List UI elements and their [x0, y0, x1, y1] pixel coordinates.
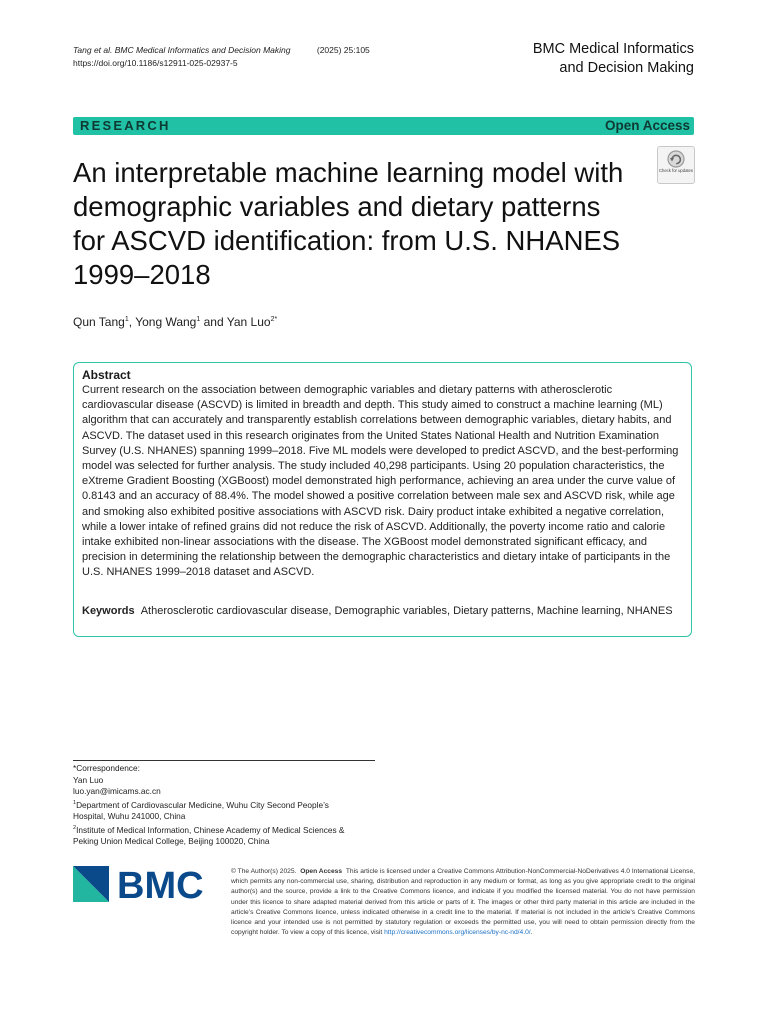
- affiliation-1-cont: Hospital, Wuhu 241000, China: [73, 811, 186, 822]
- keywords: [82, 604, 682, 619]
- license-notice: © The Author(s) 2025. Open Access This article is licensed under a Creative Commons Attribution-NonCommercial-NoDerivatives 4.0 International License, which permits any non-commercial use, sharing, distribution and reproduction in any medium or format, as long as you give appropriate credit to the original author(s) and the source, provide a link to the Creative Commons licence, and indicate if you modified the licensed material. You do not have permission under this licence to share adapted material derived from this article or parts of it. The images or other third party material in this article are included in the article’s Creative Commons licence, unless indicated otherwise in a credit line to the material. If material is not included in the article’s Creative Commons licence and your intended use is not permitted by statutory regulation or exceeds the permitted use, you will need to obtain permission directly from the copyright holder. To view a copy of this licence, visit http://creativecommons.org/licenses/by-nc-nd/4.0/.: [231, 868, 695, 937]
- author-separator: ,: [128, 315, 136, 329]
- doi-link[interactable]: https://doi.org/10.1186/s12911-025-02937-5: [73, 58, 238, 68]
- correspondence-name: Yan Luo: [73, 774, 104, 785]
- citation-header: [73, 44, 370, 70]
- author-affiliation-mark: 2*: [270, 316, 278, 323]
- check-updates-label: Check for updates: [659, 168, 693, 173]
- author-affiliation-mark: 1: [124, 316, 129, 323]
- author-affiliation-mark: 1: [196, 316, 201, 323]
- author-name[interactable]: Yong Wang: [135, 315, 197, 329]
- author-list: [73, 315, 277, 329]
- check-for-updates-button[interactable]: [657, 146, 695, 184]
- journal-name: [533, 40, 694, 78]
- author-name[interactable]: Yan Luo: [226, 315, 271, 329]
- check-updates-icon: [658, 148, 694, 170]
- citation-journal: Tang et al. BMC Medical Informatics and Decision Making: [73, 45, 291, 55]
- bmc-logo: [73, 866, 215, 902]
- keywords-list: Atherosclerotic cardiovascular disease, Demographic variables, Dietary patterns, Machine learning, NHANES: [140, 605, 673, 617]
- keywords-label: Keywords: [82, 605, 135, 617]
- correspondence-label: *Correspondence:: [73, 763, 140, 773]
- article-type-label: RESEARCH: [80, 118, 171, 133]
- abstract-heading: Abstract: [82, 368, 131, 382]
- author-name[interactable]: Qun Tang: [73, 315, 125, 329]
- correspondence-email[interactable]: luo.yan@imicams.ac.cn: [73, 786, 161, 797]
- license-link[interactable]: http://creativecommons.org/licenses/by-nc-nd/4.0/: [384, 929, 531, 937]
- open-access-label: Open Access: [604, 118, 690, 133]
- journal-name-line1: BMC Medical Informatics: [532, 41, 694, 57]
- correspondence-footnote: [73, 763, 344, 848]
- license-open-access: Open Access: [300, 868, 343, 875]
- affiliation-1: $^1$Department of Cardiovascular Medicine, Wuhu City Second People’s: [73, 799, 329, 810]
- author-separator: and: [200, 315, 227, 329]
- citation-year-volume: (2025) 25:105: [316, 45, 370, 55]
- article-title: An interpretable machine learning model with demographic variables and dietary patterns for ASCVD identification: from U.S. NHANES 1999–2018: [73, 157, 624, 290]
- abstract-body: Current research on the association between demographic variables and dietary patterns with atherosclerotic cardiovascular disease (ASCVD) is limited in breadth and depth. This study aimed to construct a machine learning (ML) algorithm that can accurately and transparently establish correlations between demographic variables, dietary habits, and ASCVD. The dataset used in this research originates from the United States National Health and Nutrition Examination Survey (U.S. NHANES) spanning 1999–2018. Five ML models were developed to predict ASCVD, and the best-performing model was selected for further analysis. The study included 40,298 participants. Using 20 population characteristics, the eXtreme Gradient Boosting (XGBoost) model demonstrated high performance, achieving an area under the curve value of 0.8143 and an accuracy of 88.4%. The model showed a positive correlation between male sex and ASCVD risk, while age and smoking also exhibited positive associations with ASCVD risk. Dairy product intake exhibited a negative correlation, while a lower intake of refined grains did not reduce the risk of ASCVD. Additionally, the poverty income ratio and calorie intake exhibited non-linear associations with the disease. The XGBoost model demonstrated significant efficacy, and precision in determining the relationship between the demographic characteristics and dietary intake of participants in the U.S. NHANES 1999–2018 dataset and ASCVD.: [82, 384, 679, 579]
- bmc-logo-text: BMC: [117, 866, 204, 902]
- affiliation-2: $^2$Institute of Medical Information, Chinese Academy of Medical Sciences &: [73, 824, 345, 835]
- footnote-divider: [73, 760, 375, 761]
- affiliation-2-cont: Peking Union Medical College, Beijing 100020, China: [73, 836, 270, 847]
- journal-name-line2: and Decision Making: [559, 60, 694, 76]
